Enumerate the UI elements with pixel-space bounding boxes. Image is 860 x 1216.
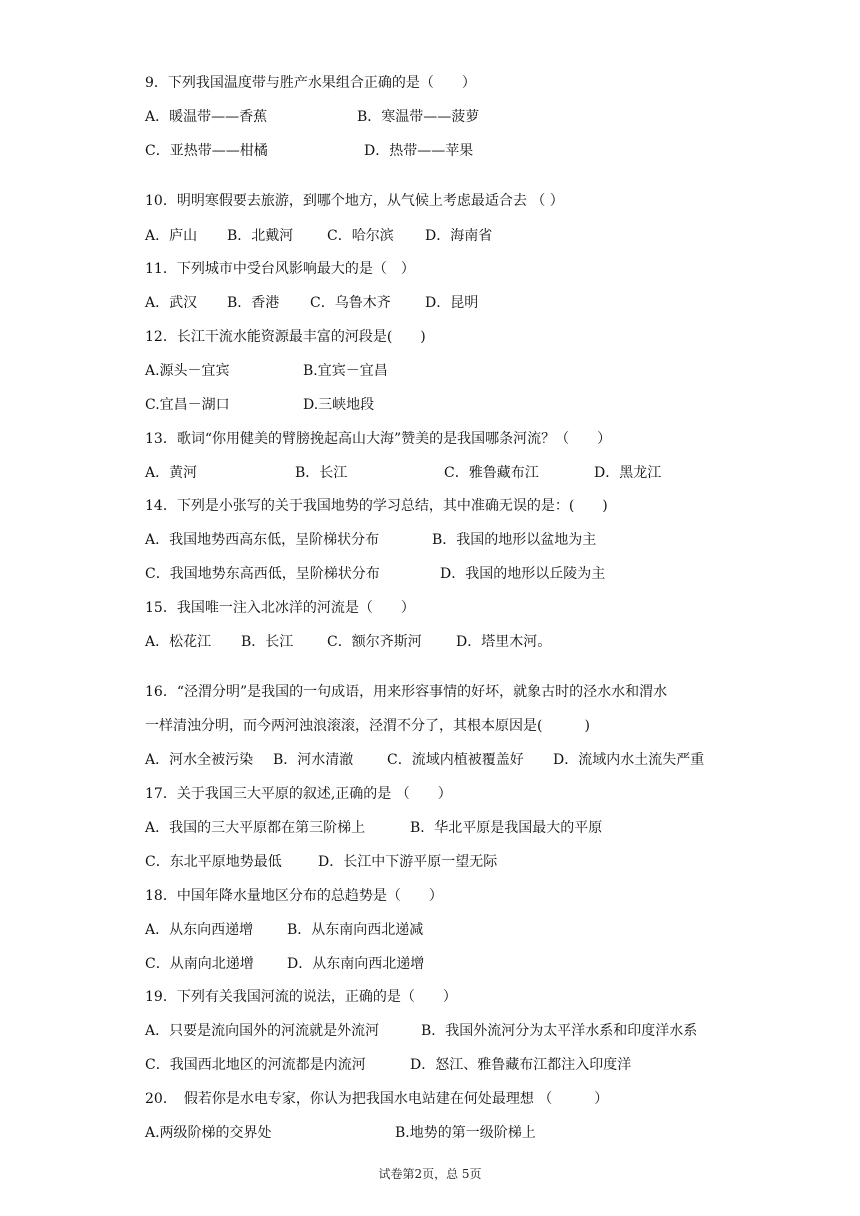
question-18-option-c: C．从南向北递增: [145, 956, 254, 972]
question-10-option-b: B．北戴河: [227, 228, 294, 244]
question-19-option-b: B．我国外流河分为太平洋水系和印度洋水系: [421, 1023, 698, 1039]
question-11-option-a: A．武汉: [145, 295, 198, 311]
question-13-option-d: D．黑龙江: [594, 465, 662, 481]
question-11-option-b: B．香港: [227, 295, 280, 311]
question-12-option-a: A.源头－宜宾: [145, 363, 230, 379]
question-9-option-b: B．寒温带——菠萝: [357, 109, 480, 125]
question-12-stem: 12．长江干流水能资源最丰富的河段是( ): [145, 329, 426, 345]
question-16-option-d: D．流域内水土流失严重: [553, 752, 705, 768]
question-17-option-a: A．我国的三大平原都在第三阶梯上: [145, 820, 366, 836]
question-19-stem: 19．下列有关我国河流的说法，正确的是（ ）: [145, 989, 457, 1005]
question-13-stem: 13．歌词“你用健美的臂膀挽起高山大海”赞美的是我国哪条河流？（ ）: [145, 431, 612, 447]
question-15-option-a: A．松花江: [145, 634, 212, 650]
question-20-option-b: B.地势的第一级阶梯上: [395, 1125, 536, 1141]
question-18-option-a: A．从东向西递增: [145, 922, 254, 938]
question-10-stem: 10．明明寒假要去旅游，到哪个地方，从气候上考虑最适合去 （ ）: [145, 193, 564, 209]
question-15-option-b: B．长江: [241, 634, 294, 650]
question-15-stem: 15．我国唯一注入北冰洋的河流是（ ）: [145, 600, 415, 616]
question-9-option-d: D．热带——苹果: [364, 143, 474, 159]
question-10-option-d: D．海南省: [425, 228, 493, 244]
question-14-option-c: C．我国地势东高西低，呈阶梯状分布: [145, 566, 380, 582]
question-9-option-a: A．暖温带——香蕉: [145, 109, 268, 125]
question-14-option-a: A．我国地势西高东低，呈阶梯状分布: [145, 532, 380, 548]
page-footer: 试卷第2页，总 5页: [378, 1167, 482, 1181]
question-10-option-a: A．庐山: [145, 228, 198, 244]
question-17-option-c: C．东北平原地势最低: [145, 854, 282, 870]
question-15-option-c: C．额尔齐斯河: [327, 634, 422, 650]
question-12-option-d: D.三峡地段: [303, 397, 375, 413]
question-12-option-c: C.宜昌－湖口: [145, 397, 230, 413]
question-16-option-c: C．流域内植被覆盖好: [387, 752, 524, 768]
question-14-option-d: D．我国的地形以丘陵为主: [440, 566, 606, 582]
question-19-option-d: D．怒江、雅鲁藏布江都注入印度洋: [410, 1057, 632, 1073]
question-17-stem: 17．关于我国三大平原的叙述,正确的是 （ ）: [145, 786, 452, 802]
question-13-option-a: A．黄河: [145, 465, 198, 481]
question-15-option-d: D．塔里木河。: [456, 634, 552, 650]
question-17-option-d: D．长江中下游平原一望无际: [318, 854, 498, 870]
question-19-option-c: C．我国西北地区的河流都是内流河: [145, 1057, 366, 1073]
question-12-option-b: B.宜宾－宜昌: [303, 363, 388, 379]
question-16-stem: 16．“泾渭分明”是我国的一句成语，用来形容事情的好坏，就象古时的泾水水和渭水: [145, 684, 668, 700]
question-17-option-b: B．华北平原是我国最大的平原: [410, 820, 603, 836]
question-18-stem: 18．中国年降水量地区分布的总趋势是（ ）: [145, 888, 443, 904]
question-18-option-d: D．从东南向西北递增: [287, 956, 425, 972]
question-13-option-b: B．长江: [295, 465, 348, 481]
question-16-option-b: B．河水清澈: [273, 752, 354, 768]
question-11-option-c: C．乌鲁木齐: [310, 295, 391, 311]
question-19-option-a: A．只要是流向国外的河流就是外流河: [145, 1023, 380, 1039]
question-20-option-a: A.两级阶梯的交界处: [145, 1125, 272, 1141]
question-11-option-d: D．昆明: [425, 295, 479, 311]
question-14-stem: 14．下列是小张写的关于我国地势的学习总结，其中准确无误的是：( ): [145, 498, 608, 514]
question-14-option-b: B．我国的地形以盆地为主: [432, 532, 597, 548]
question-18-option-b: B．从东南向西北递减: [287, 922, 424, 938]
question-10-option-c: C．哈尔滨: [327, 228, 394, 244]
question-16-option-a: A．河水全被污染: [145, 752, 254, 768]
question-16-stem-continued: 一样清浊分明，而今两河浊浪滚滚，泾渭不分了，其根本原因是( ): [145, 718, 590, 734]
question-11-stem: 11．下列城市中受台风影响最大的是（ ）: [145, 261, 415, 277]
question-9-stem: 9．下列我国温度带与胜产水果组合正确的是（ ）: [145, 75, 476, 91]
question-9-option-c: C．亚热带——柑橘: [145, 143, 268, 159]
question-20-stem: 20． 假若你是水电专家，你认为把我国水电站建在何处最理想 （ ）: [145, 1091, 609, 1107]
question-13-option-c: C．雅鲁藏布江: [444, 465, 539, 481]
